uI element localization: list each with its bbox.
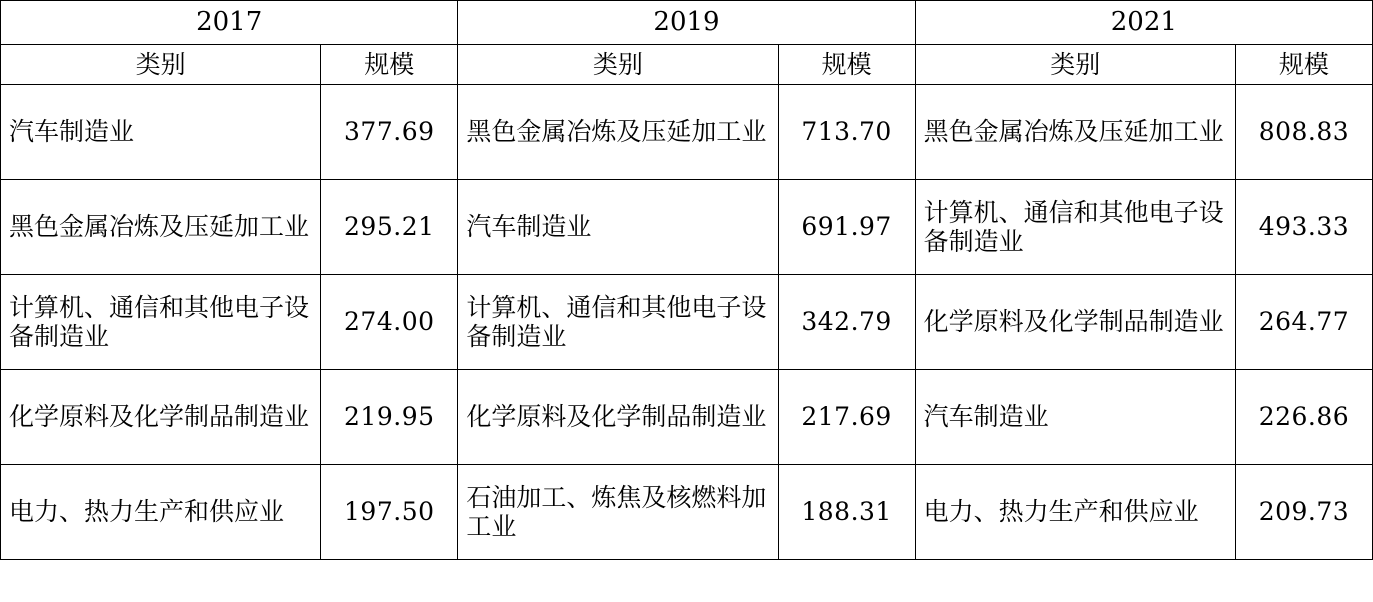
cell-category: 黑色金属冶炼及压延加工业: [1, 180, 321, 275]
cell-category: 计算机、通信和其他电子设备制造业: [458, 275, 778, 370]
table-row: [1, 465, 1373, 560]
cell-scale: 493.33: [1235, 180, 1372, 275]
cell-scale: 377.69: [321, 85, 458, 180]
year-header-2017: 2017: [1, 1, 458, 45]
cell-category: 化学原料及化学制品制造业: [458, 370, 778, 465]
cell-scale: 209.73: [1235, 465, 1372, 560]
table-row: [1, 275, 1373, 370]
cell-scale: 274.00: [321, 275, 458, 370]
year-header-2021: 2021: [915, 1, 1372, 45]
cell-category: 计算机、通信和其他电子设备制造业: [915, 180, 1235, 275]
year-header-2019: 2019: [458, 1, 915, 45]
cell-category: 汽车制造业: [1, 85, 321, 180]
column-header-category-2017: 类别: [1, 44, 321, 85]
column-header-scale-2019: 规模: [778, 44, 915, 85]
column-header-category-2021: 类别: [915, 44, 1235, 85]
cell-scale: 713.70: [778, 85, 915, 180]
cell-scale: 342.79: [778, 275, 915, 370]
cell-scale: 217.69: [778, 370, 915, 465]
cell-category: 化学原料及化学制品制造业: [915, 275, 1235, 370]
cell-scale: 219.95: [321, 370, 458, 465]
cell-scale: 295.21: [321, 180, 458, 275]
cell-category: 电力、热力生产和供应业: [1, 465, 321, 560]
cell-category: 汽车制造业: [915, 370, 1235, 465]
cell-scale: 188.31: [778, 465, 915, 560]
year-header-row: [1, 1, 1373, 45]
table-row: [1, 180, 1373, 275]
table-row: [1, 85, 1373, 180]
cell-scale: 808.83: [1235, 85, 1372, 180]
cell-scale: 226.86: [1235, 370, 1372, 465]
cell-category: 黑色金属冶炼及压延加工业: [458, 85, 778, 180]
cell-category: 计算机、通信和其他电子设备制造业: [1, 275, 321, 370]
cell-category: 电力、热力生产和供应业: [915, 465, 1235, 560]
cell-scale: 197.50: [321, 465, 458, 560]
column-header-scale-2017: 规模: [321, 44, 458, 85]
column-header-scale-2021: 规模: [1235, 44, 1372, 85]
column-header-row: [1, 44, 1373, 85]
cell-category: 化学原料及化学制品制造业: [1, 370, 321, 465]
table-row: [1, 370, 1373, 465]
cell-category: 石油加工、炼焦及核燃料加工业: [458, 465, 778, 560]
column-header-category-2019: 类别: [458, 44, 778, 85]
cell-scale: 691.97: [778, 180, 915, 275]
cell-category: 汽车制造业: [458, 180, 778, 275]
cell-scale: 264.77: [1235, 275, 1372, 370]
cell-category: 黑色金属冶炼及压延加工业: [915, 85, 1235, 180]
